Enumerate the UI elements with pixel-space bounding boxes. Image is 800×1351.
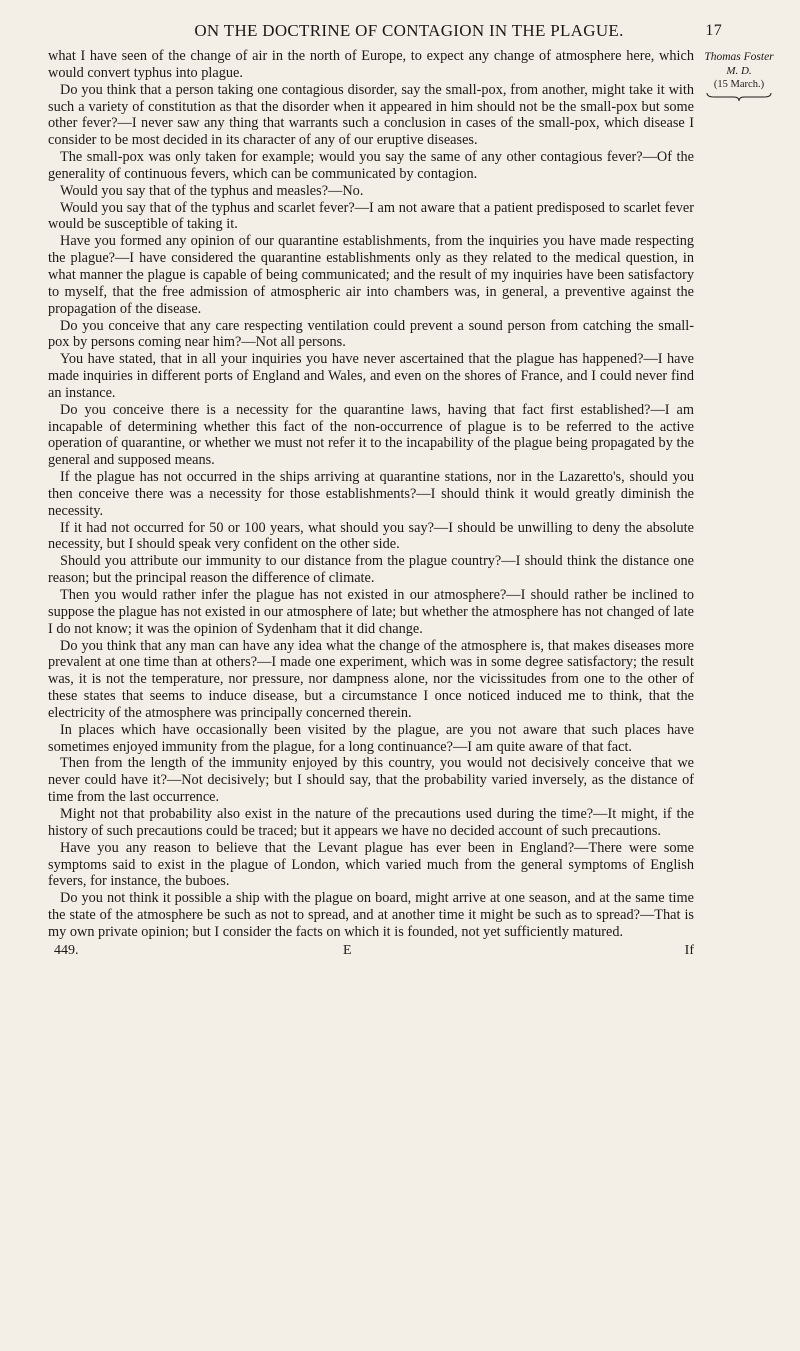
margin-brace-icon — [706, 92, 772, 102]
catchword: If — [684, 942, 694, 958]
margin-note — [704, 50, 774, 102]
paragraph: Do you conceive that any care respecting ventilation could prevent a sound person from catching the small-pox by persons coming near him?—Not all persons. — [48, 317, 694, 351]
paragraph: If the plague has not occurred in the ships arriving at quarantine stations, nor in the Lazaretto's, should you then conceive there was a necessity for those establishments?—I should think it would greatly diminish the necessity. — [48, 469, 694, 519]
paragraph: what I have seen of the change of air in the north of Europe, to expect any change of atmosphere here, which would convert typhus into plague. — [48, 48, 694, 81]
running-title: ON THE DOCTRINE OF CONTAGION IN THE PLAGUE. — [194, 21, 624, 40]
paragraph: You have stated, that in all your inquiries you have never ascertained that the plague has happened?—I have made inquiries in different ports of England and Wales, and even on the shores of France, and I could never find an instance. — [48, 351, 694, 401]
running-header — [48, 14, 770, 48]
paragraph: Might not that probability also exist in the nature of the precautions used during the time?—It might, if the history of such precautions could be traced; but it appears we have no decided account of such precautions. — [48, 805, 694, 839]
document-page — [48, 14, 774, 961]
paragraph: In places which have occasionally been visited by the plague, are you not aware that such places have sometimes enjoyed immunity from the plague, for a long continuance?—I am quite aware of that fact. — [48, 721, 694, 755]
paragraph: Then you would rather infer the plague has not existed in our atmosphere?—I should rather be inclined to suppose the plague has not existed in our atmosphere of late; but whether the atmosphere has not changed of late I do not know; it was the opinion of Sydenham that it did change. — [48, 587, 694, 637]
paragraph: Have you formed any opinion of our quarantine establishments, from the inquiries you have made respecting the plague?—I have considered the quarantine establishments only as they related to the medical question, in what manner the plague is capable of being communicated; and the result of my inquiries have been satisfactory to myself, that the free admission of atmospheric air into chambers was, in general, a preventive against the propagation of the disease. — [48, 233, 694, 317]
paragraph: Would you say that of the typhus and scarlet fever?—I am not aware that a patient predisposed to scarlet fever would be susceptible of taking it. — [48, 199, 694, 233]
paragraph: Then from the length of the immunity enjoyed by this country, you would not decisively conceive that we never could have it?—Not decisively; but I should say, that the probability varied inversely, as the distance of time from the last occurrence. — [48, 755, 694, 806]
paragraph: Should you attribute our immunity to our distance from the plague country?—I should think the distance one reason; but the principal reason the difference of climate. — [48, 553, 694, 587]
paragraph: The small-pox was only taken for example; would you say the same of any other contagious fever?—Of the generality of continuous fevers, which can be communicated by contagion. — [48, 149, 694, 182]
paragraph: Have you any reason to believe that the Levant plague has ever been in England?—There were some symptoms said to exist in the plague of London, which varied much from the general symptoms of English fevers, for instance, the buboes. — [48, 839, 694, 890]
paragraph: Do you think that any man can have any idea what the change of the atmosphere is, that makes diseases more prevalent at one time than at others?—I made one experiment, which was in some degree satisfactory; the result was, it is not the temperature, nor pressure, nor dampness alone, nor the vicissitudes from one to the other of these states that seems to induce disease, but a circumstance I once noticed induced me to think, that the electricity of the atmosphere was principally concerned therein. — [48, 637, 694, 721]
witness-name: Thomas Foster — [704, 51, 774, 63]
witness-date: (15 March.) — [713, 79, 765, 90]
body-text — [48, 48, 694, 941]
paragraph: Do you not think it possible a ship with the plague on board, might arrive at one season, and at the same time the state of the atmosphere be such as not to spread, and at another time it might be such as to spread?—That is my own private opinion; but I consider the facts on which it is founded, not yet sufficiently matured. — [48, 890, 694, 940]
witness-degree: M. D. — [726, 65, 752, 77]
paragraph: Would you say that of the typhus and measles?—No. — [60, 182, 364, 199]
paragraph: Do you think that a person taking one contagious disorder, say the small-pox, from another, might take it with such a variety of constitution as that the disorder when it appeared in him should not be the small-pox but some other fever?—I never saw any thing that warrants such a conclusion in cases of the small-pox, which disease I consider to be most decided in its character of any of our eruptive diseases. — [48, 81, 694, 149]
page-number: 449. — [54, 942, 79, 958]
paragraph: Do you conceive there is a necessity for the quarantine laws, having that fact first established?—I am incapable of determining whether this fact of the non-occurrence of plague is to be referred to the active operation of quarantine, or whether we must not refer it to the incapability of the plague being propagated by the general and supposed means. — [48, 401, 694, 469]
paragraph: If it had not occurred for 50 or 100 years, what should you say?—I should be unwilling to deny the absolute necessity, but I should speak very confident on the other side. — [48, 519, 694, 553]
page-folio: 17 — [705, 22, 722, 39]
page-footer — [48, 943, 694, 961]
signature-mark: E — [343, 942, 352, 958]
